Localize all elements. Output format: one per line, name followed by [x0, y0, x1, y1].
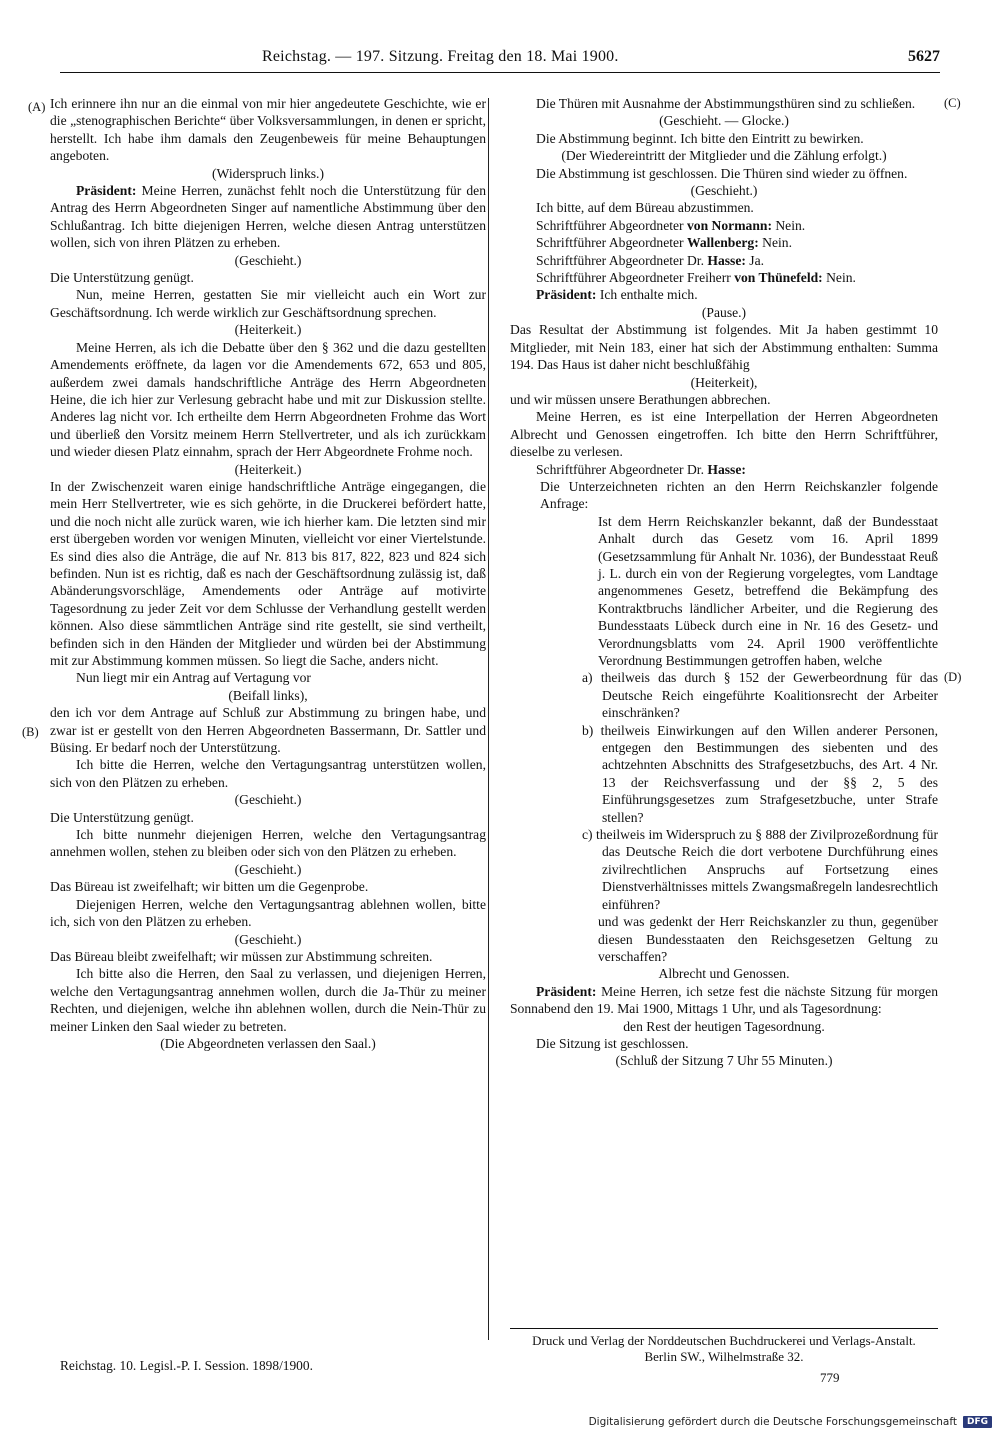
left-column-paragraph	[50, 269, 486, 286]
paragraph-text: (Heiterkeit.)	[234, 322, 302, 338]
paragraph-text: Ich bitte die Herren, welche den Vertagungsantrag unterstützen wollen, sich von den Plätzen zu erheben.	[50, 757, 486, 790]
left-column-paragraph	[50, 1035, 486, 1052]
paragraph-text: Die Unterstützung genügt.	[50, 809, 194, 825]
right-column-paragraph	[510, 147, 938, 164]
left-column-paragraph	[50, 809, 486, 826]
paragraph-text: (Der Wiedereintritt der Mitglieder und die Zählung erfolgt.)	[561, 148, 887, 164]
left-column-paragraph	[50, 931, 486, 948]
left-column-paragraph	[50, 286, 486, 321]
paragraph-text: b) theilweis Einwirkungen auf den Willen anderer Personen, entgegen den Bestimmungen des siebenten und des achtzehnten Abschnitts des Strafgesetzbuchs, des Art. 4 Nr. 13 der Reichsverfassung und der §§ 2, 5 des Einführungsgesetzes zum Strafgesetzbuche, unter Strafe stellen?	[582, 722, 938, 825]
paragraph-text: Das Büreau ist zweifelhaft; wir bitten um die Gegenprobe.	[50, 879, 369, 895]
margin-mark-b: (B)	[22, 725, 39, 739]
margin-mark-d: (D)	[944, 670, 962, 684]
session-footer: Reichstag. 10. Legisl.-P. I. Session. 1898/1900.	[60, 1358, 313, 1373]
left-column-paragraph	[50, 826, 486, 861]
imprint-line-2: Berlin SW., Wilhelmstraße 32.	[644, 1349, 804, 1364]
paragraph-text: Nun, meine Herren, gestatten Sie mir vielleicht auch ein Wort zur Geschäftsordnung. Ich werde wirklich zur Geschäftsordnung sprechen.	[50, 287, 486, 320]
left-column-paragraph	[50, 878, 486, 895]
speaker-label: Präsident:	[536, 983, 597, 999]
paragraph-text: (Schluß der Sitzung 7 Uhr 55 Minuten.)	[615, 1053, 833, 1069]
right-column-paragraph	[510, 983, 938, 1018]
paragraph-text: Ich enthalte mich.	[599, 287, 698, 303]
paragraph-text: Ich bitte nunmehr diejenigen Herren, welche den Vertagungsantrag annehmen wollen, stehen zu bleiben oder sich von den Plätzen zu erheben.	[50, 827, 486, 860]
left-column-paragraph	[50, 756, 486, 791]
paragraph-text: (Widerspruch links.)	[212, 165, 324, 181]
speaker-name: von Thünefeld:	[734, 270, 823, 286]
paragraph-text: Ich bitte also die Herren, den Saal zu verlassen, und diejenigen Herren, welche den Vertagungsantrag annehmen wollen, durch die Ja-Thür zu meiner Rechten, und diejenigen, welche ihn ablehnen wollen, durch die Nein-Thür zu meiner Linken den Saal wieder zu betreten.	[50, 966, 486, 1034]
imprint	[510, 1333, 938, 1365]
paragraph-text: Die Thüren mit Ausnahme der Abstimmungsthüren sind zu schließen.	[536, 96, 916, 111]
paragraph-text: Die Abstimmung ist geschlossen. Die Thüren sind wieder zu öffnen.	[536, 165, 908, 181]
paragraph-text: (Heiterkeit.)	[234, 461, 302, 477]
right-column-paragraph	[510, 1018, 938, 1035]
right-column-paragraph	[510, 826, 938, 913]
right-column-paragraph	[510, 965, 938, 982]
right-column-paragraph	[510, 513, 938, 670]
speaker-name: Wallenberg:	[687, 235, 759, 251]
left-column-paragraph	[50, 478, 486, 669]
left-column-paragraph	[50, 461, 486, 478]
left-column-paragraph	[50, 165, 486, 182]
right-column-paragraph	[510, 478, 938, 513]
digitization-note: Digitalisierung gefördert durch die Deutsche Forschungsgemeinschaft	[588, 1416, 957, 1428]
left-column-paragraph	[50, 339, 486, 461]
paragraph-text: und was gedenkt der Herr Reichskanzler zu thun, gegenüber diesen Bundesstaaten den Reichsgesetzen Geltung zu verschaffen?	[598, 914, 938, 964]
margin-mark-c: (C)	[944, 96, 961, 110]
right-column-paragraph	[510, 669, 938, 721]
running-title: Reichstag. — 197. Sitzung. Freitag den 18. Mai 1900.	[262, 48, 619, 65]
paragraph-text: Meine Herren, zunächst fehlt noch die Unterstützung für den Antrag des Herrn Abgeordneten Singer auf namentliche Abstimmung über den Schlußantrag. Ich bitte diejenigen Herren, welche diesen Antrag unterstützen wollen, sich von ihren Plätzen zu erheben.	[50, 183, 487, 251]
right-column-paragraph	[510, 304, 938, 321]
paragraph-text: Das Büreau bleibt zweifelhaft; wir müssen zur Abstimmung schreiten.	[50, 948, 433, 964]
paragraph-text: Das Resultat der Abstimmung ist folgendes. Mit Ja haben gestimmt 10 Mitglieder, mit Nein 183, einer hat sich der Abstimmung enthalten: Summa 194. Das Haus ist daher nicht beschlußfähig	[510, 322, 938, 373]
paragraph-text: (Geschieht.)	[234, 861, 302, 877]
right-column-paragraph	[510, 391, 938, 408]
paragraph-text: c) theilweis im Widerspruch zu § 888 der Zivilprozeßordnung für das Deutsche Reich die dort verbotene Durchführung eines zivilrechtlichen Anspruchs auf Fortsetzung eines Dienstverhältnisses mittels Zwangsmaßregeln landesrechtlich einführen?	[582, 827, 938, 912]
paragraph-text: (Geschieht.)	[234, 931, 302, 947]
paragraph-text: Schriftführer Abgeordneter	[536, 217, 684, 233]
paragraph-text: (Geschieht. — Glocke.)	[659, 113, 789, 129]
paragraph-text: Ich erinnere ihn nur an die einmal von mir hier angedeutete Geschichte, wie er die „stenographischen Berichte“ über Volksversammlungen, in denen er spricht, herstellt. Ich habe ihm damals den Zeugenbeweis für meine Behauptungen angeboten.	[50, 96, 486, 164]
paragraph-text: (Geschieht.)	[234, 792, 302, 808]
header-rule	[60, 72, 940, 73]
right-column-paragraph	[510, 199, 938, 216]
speaker-name: Hasse:	[707, 252, 746, 268]
paragraph-text: Ich bitte, auf dem Büreau abzustimmen.	[536, 200, 754, 216]
imprint-line-1: Druck und Verlag der Norddeutschen Buchdruckerei und Verlags-Anstalt.	[532, 1333, 916, 1348]
left-column-paragraph	[50, 704, 486, 756]
speaker-label: Präsident:	[536, 287, 597, 303]
right-column-paragraph	[510, 252, 938, 269]
vote-value: Nein.	[758, 235, 792, 251]
margin-mark-a: (A)	[28, 100, 46, 114]
paragraph-text: Schriftführer Abgeordneter	[536, 235, 684, 251]
speaker-name: Hasse:	[707, 461, 746, 477]
right-column-paragraph	[510, 374, 938, 391]
paragraph-text: den Rest der heutigen Tagesordnung.	[623, 1018, 825, 1034]
right-column-paragraph	[510, 1052, 938, 1069]
paragraph-text: (Beifall links),	[228, 687, 308, 703]
imprint-rule	[510, 1328, 938, 1329]
vote-value: Nein.	[822, 270, 856, 286]
paragraph-text: a) theilweis das durch § 152 der Gewerbeordnung für das Deutsche Reich eingeführte Koalitionsrecht der Arbeiter einschränken?	[582, 670, 938, 721]
digitization-credit	[589, 1416, 992, 1428]
vote-value: Ja.	[745, 252, 765, 268]
paragraph-text: den ich vor dem Antrage auf Schluß zur Abstimmung zu bringen habe, und zwar ist er gestellt von den Herren Abgeordneten Bassermann, Dr. Sattler und Büsing. Er bedarf noch der Unterstützung.	[50, 705, 486, 756]
paragraph-text: (Die Abgeordneten verlassen den Saal.)	[160, 1035, 376, 1051]
paragraph-text: (Pause.)	[701, 304, 747, 320]
right-column-paragraph	[510, 112, 938, 129]
speaker-name: von Normann:	[687, 217, 772, 233]
right-column-paragraph	[510, 1035, 938, 1052]
left-column-paragraph	[50, 791, 486, 808]
left-column-paragraph	[50, 896, 486, 931]
right-column-paragraph	[510, 913, 938, 965]
paragraph-text: Schriftführer Abgeordneter Freiherr	[536, 270, 731, 286]
right-column-paragraph	[510, 722, 938, 826]
paragraph-text: Albrecht und Genossen.	[658, 966, 790, 982]
right-column-paragraph	[510, 217, 938, 234]
paragraph-text: Meine Herren, es ist eine Interpellation der Herren Abgeordneten Albrecht und Genossen eingetroffen. Ich bitte den Herrn Schriftführer, dieselbe zu verlesen.	[510, 409, 938, 460]
left-column-paragraph	[50, 252, 486, 269]
paragraph-text: (Geschieht.)	[234, 252, 302, 268]
speaker-label: Präsident:	[76, 183, 137, 199]
right-column	[510, 95, 938, 1070]
left-column-paragraph	[50, 861, 486, 878]
left-column-paragraph	[50, 321, 486, 338]
dfg-logo-icon: DFG	[963, 1416, 992, 1428]
paragraph-text: Nun liegt mir ein Antrag auf Vertagung vor	[76, 670, 311, 686]
right-column-paragraph	[510, 95, 938, 112]
left-column-paragraph	[50, 965, 486, 1035]
right-column-paragraph	[510, 286, 938, 303]
right-column-paragraph	[510, 269, 938, 286]
paragraph-text: (Heiterkeit),	[690, 374, 758, 390]
paragraph-text: Die Unterstützung genügt.	[50, 270, 194, 286]
paragraph-text: In der Zwischenzeit waren einige handschriftliche Anträge eingegangen, die mein Herr Stellvertreter, wie es sich gehörte, in die Druckerei befördert hatte, und die noch nicht alle zurück waren, wie ich hierher kam. Die letzten sind mir erst übergeben worden vor wenigen Minuten, vielleicht vor einer Viertelstunde. Es sind dies also die Anträge, die auf Nr. 813 bis 817, 822, 823 und 824 sich befinden. Nun ist es richtig, daß es nach der Geschäftsordnung zulässig ist, daß Abänderungsvorschläge, Amendements oder Anträge auf motivirte Tagesordnung zu jeder Zeit vor dem Schlusse der Verhandlung gestellt werden können. Also diese sämmtlichen Anträge sind rite gestellt, sie sind vertheilt, befinden sich in den Händen der Mitglieder und würden bei der Abstimmung mit zur Abstimmung kommen müssen. So liegt die Sache, anders nicht.	[50, 478, 486, 668]
paragraph-text: Meine Herren, ich setze fest die nächste Sitzung für morgen Sonnabend den 19. Mai 1900, Mittags 1 Uhr, und als Tagesordnung:	[510, 983, 939, 1017]
left-column	[50, 95, 486, 1052]
paragraph-text: Die Abstimmung beginnt. Ich bitte den Eintritt zu bewirken.	[536, 130, 864, 146]
right-column-paragraph	[510, 461, 938, 478]
left-column-paragraph	[50, 669, 486, 686]
paragraph-text: Meine Herren, als ich die Debatte über den § 362 und die dazu gestellten Amendements eröffnete, da lagen vor die Amendements 672, 653 und 805, außerdem zwei damals handschriftliche Anträge des Herrn Abgeordneten Heine, die ich hier zur Verlesung gebracht habe und mit zur Diskussion stellte. Anderes lag nicht vor. Ich ertheilte dem Herrn Abgeordneten Frohme das Wort und überließ den Vorsitz meinem Herrn Stellvertreter, und als ich zurückkam und wieder diesen Platz einnahm, sprach der Herr Abgeordnete Frohme noch.	[50, 339, 486, 460]
right-column-paragraph	[510, 182, 938, 199]
right-column-paragraph	[510, 130, 938, 147]
paragraph-text: und wir müssen unsere Berathungen abbrechen.	[510, 391, 771, 407]
right-column-paragraph	[510, 321, 938, 373]
left-column-paragraph	[50, 182, 486, 252]
page-number: 5627	[908, 48, 940, 65]
vote-value: Nein.	[771, 217, 806, 233]
right-column-paragraph	[510, 165, 938, 182]
paragraph-text: Die Unterzeichneten richten an den Herrn Reichskanzler folgende Anfrage:	[540, 478, 938, 512]
right-column-paragraph	[510, 234, 938, 251]
column-divider	[488, 98, 489, 1340]
left-column-paragraph	[50, 687, 486, 704]
sheet-number: 779	[820, 1370, 840, 1385]
paragraph-text: (Geschieht.)	[690, 183, 758, 199]
paragraph-text: Diejenigen Herren, welche den Vertagungsantrag ablehnen wollen, bitte ich, sich von den Plätzen zu erheben.	[50, 896, 486, 930]
right-column-paragraph	[510, 408, 938, 460]
paragraph-text: Schriftführer Abgeordneter Dr.	[536, 461, 704, 477]
left-column-paragraph	[50, 948, 486, 965]
paragraph-text: Ist dem Herrn Reichskanzler bekannt, daß der Bundesstaat Anhalt durch das Gesetz vom 16. April 1899 (Gesetzsammlung für Anhalt Nr. 1036), der Bundesstaat Reuß j. L. durch ein von der Regierung vorgelegtes, vom Landtage angenommenes Gesetz, betreffend die Bekämpfung des Kontraktbruchs ländlicher Arbeiter, und die Regierung des Bundesstaats Lübeck durch eine in Nr. 16 des Gesetz- und Verordnungsblatts vom 24. April 1900 veröffentlichte Verordnung Bestimmungen getroffen haben, welche	[598, 513, 938, 668]
paragraph-text: Die Sitzung ist geschlossen.	[536, 1035, 689, 1051]
paragraph-text: Schriftführer Abgeordneter Dr.	[536, 252, 704, 268]
page-header	[0, 48, 1000, 72]
left-column-paragraph	[50, 95, 486, 165]
